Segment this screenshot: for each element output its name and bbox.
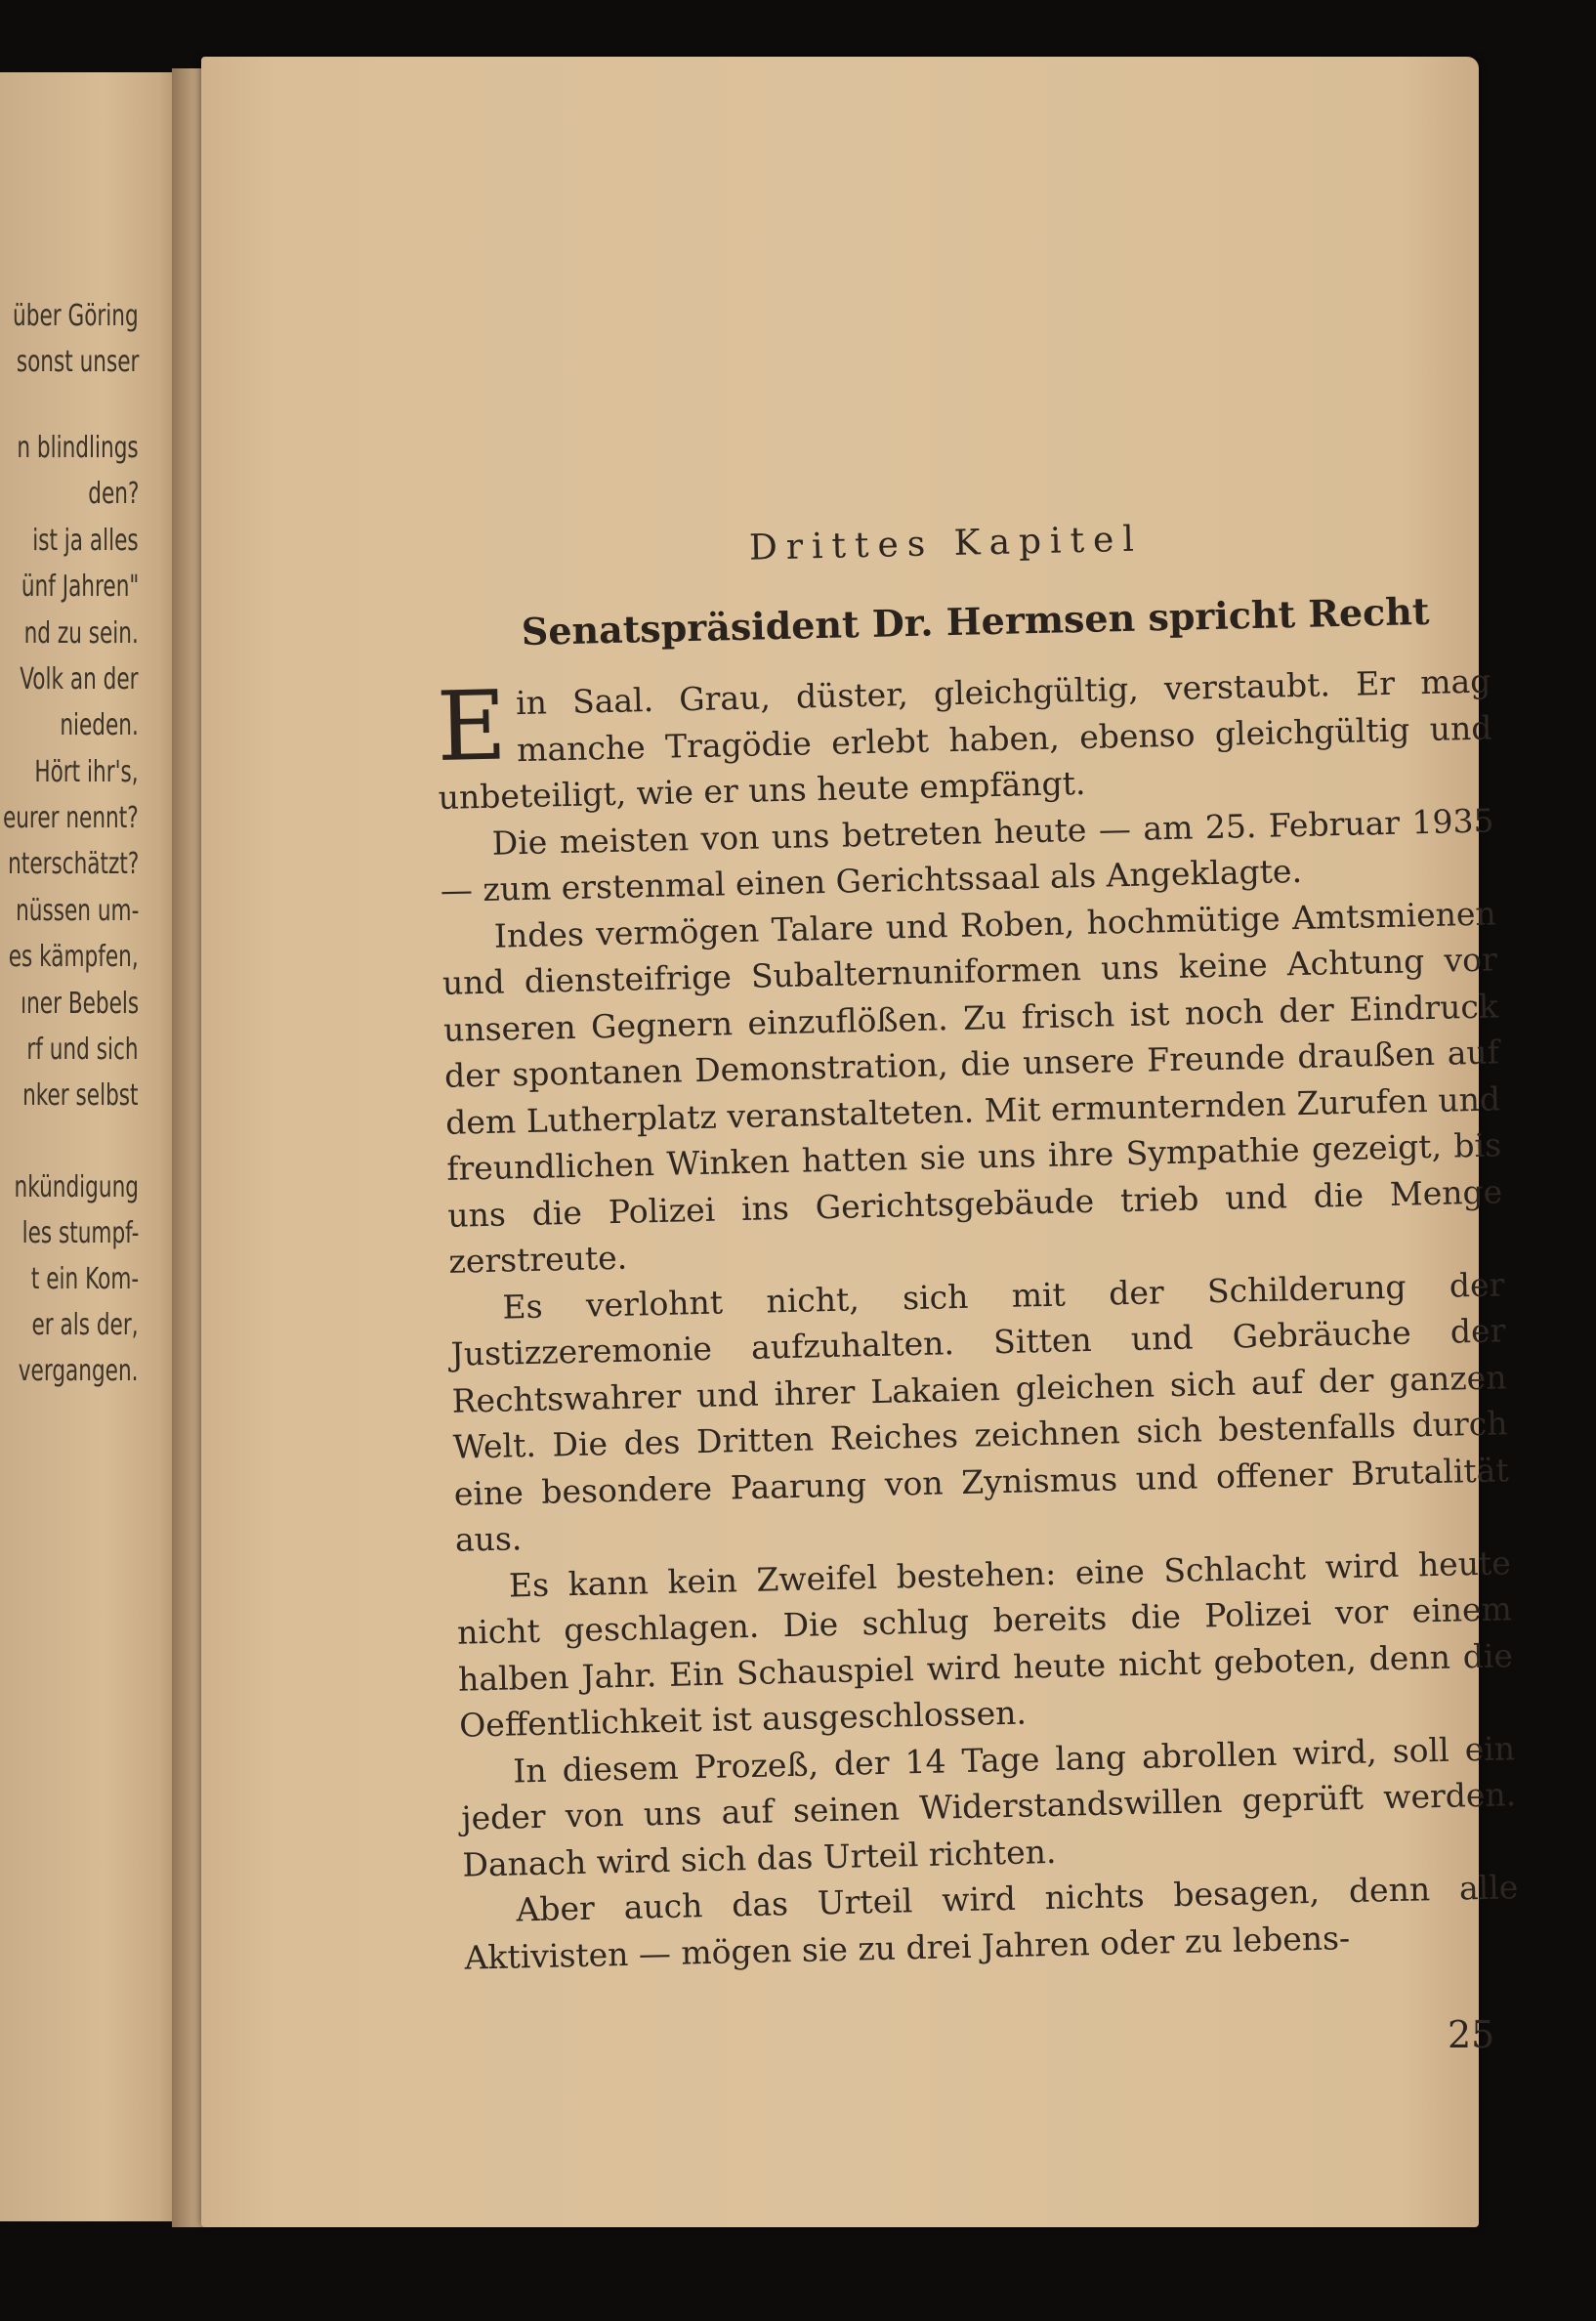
left-page-line: eurer nennt? [3, 801, 139, 835]
paragraph-text: in Saal. Grau, düster, gleichgültig, verstaubt. Er mag manche Tragödie erlebt haben, ebenso gleichgültig und unbeteiligt, wie er uns heute empfängt. [438, 661, 1492, 817]
left-page-line: ünf Jahren" [21, 570, 139, 604]
drop-cap: E [435, 670, 508, 783]
chapter-title: Senatspräsident Dr. Hermsen spricht Recht [521, 588, 1430, 654]
paragraph: Aber auch das Urteil wird nichts besagen, denn alle Aktivisten — mögen sie zu drei Jahren oder zu lebens- [464, 1868, 1519, 1977]
paragraph: Es kann kein Zweifel bestehen: eine Schlacht wird heute nicht geschlagen. Die schlug bereits die Polizei vor einem halben Jahr. Ein Schauspiel wird heute nicht geboten, denn die Oeffentlichkeit ist ausgeschlossen. [456, 1542, 1514, 1745]
left-page-line: Volk an der [20, 662, 139, 696]
left-page-line: Hört ihr's, [34, 755, 139, 789]
paragraph [436, 657, 1493, 821]
left-page-line: n blindlings [17, 431, 139, 465]
chapter-text-block [435, 519, 1520, 1980]
left-page-line: rf und sich [26, 1033, 139, 1067]
paragraph: Indes vermögen Talare und Roben, hochmütige Amtsmienen und diensteifrige Subalternuniformen uns keine Achtung vor unseren Gegnern einzuflößen. Zu frisch ist noch der Eindruck der spontanen Demonstration, die unsere Freunde draußen auf dem Lutherplatz veranstalteten. Mit ermunternden Zurufen und freundlichen Winken hatten sie uns ihre Sympathie gezeigt, bis uns die Polizei ins Gerichtsgebäude trieb und die Menge zerstreute. [441, 893, 1503, 1281]
paragraph: Es verlohnt nicht, sich mit der Schilderung der Justizzeremonie aufzuhalten. Sitten und Gebräuche der Rechtswahrer und ihrer Lakaien gleichen sich auf der ganzen Welt. Die des Dritten Reiches zeichnen sich bestenfalls durch eine besondere Paarung von Zynismus und offener Brutalität aus. [450, 1264, 1510, 1559]
left-page-line: nd zu sein. [23, 616, 139, 651]
paragraph: In diesem Prozeß, der 14 Tage lang abrollen wird, soll ein jeder von uns auf seinen Widerstandswillen geprüft werden. Danach wird sich das Urteil richten. [460, 1728, 1517, 1884]
left-page-line: nker selbst [22, 1078, 139, 1113]
left-page-line: er als der, [31, 1308, 139, 1342]
left-page-line: den? [87, 477, 139, 511]
paragraph: Die meisten von uns betreten heute — am 25. Februar 1935 — zum erstenmal einen Gerichtssaal als Angeklagte. [440, 800, 1494, 909]
left-page-line: les stumpf- [21, 1216, 139, 1250]
left-page-line: nieden. [60, 708, 139, 742]
left-page-line: sonst unser [16, 345, 139, 379]
left-page-line: t ein Kom- [30, 1262, 139, 1296]
left-page-line: über Göring [13, 299, 139, 333]
right-book-page [201, 57, 1519, 2227]
left-page-line: ıner Bebels [20, 987, 139, 1021]
left-facing-page [0, 72, 188, 2221]
left-page-line: ist ja alles [32, 524, 139, 558]
left-page-line: nkündigung [14, 1170, 139, 1204]
left-page-line: nterschätzt? [7, 847, 139, 881]
chapter-label: Drittes Kapitel [748, 519, 1144, 569]
left-page-line: vergangen. [19, 1354, 139, 1388]
left-page-line: nüssen um- [15, 894, 139, 928]
page-number: 25 [1448, 2013, 1495, 2056]
left-page-line: es kämpfen, [9, 940, 139, 974]
